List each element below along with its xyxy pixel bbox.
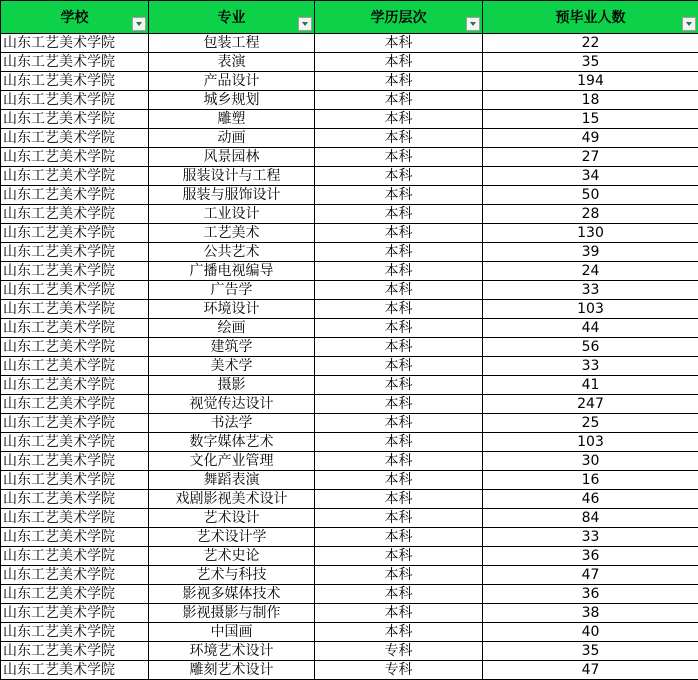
table-row [1,661,698,680]
table-row [1,91,698,110]
cell-major[interactable]: 美术学 [149,357,315,376]
cell-degree[interactable]: 本科 [315,528,483,547]
cell-graduates[interactable]: 22 [483,34,698,53]
cell-degree[interactable]: 本科 [315,509,483,528]
cell-major[interactable]: 建筑学 [149,338,315,357]
cell-graduates[interactable]: 41 [483,376,698,395]
cell-major[interactable]: 工艺美术 [149,224,315,243]
cell-major[interactable]: 表演 [149,53,315,72]
cell-major[interactable]: 包装工程 [149,34,315,53]
cell-graduates[interactable]: 49 [483,129,698,148]
table-body [1,34,698,680]
cell-school[interactable]: 山东工艺美术学院 [1,148,149,167]
cell-major[interactable]: 公共艺术 [149,243,315,262]
cell-major[interactable]: 绘画 [149,319,315,338]
table-row [1,509,698,528]
table-row [1,262,698,281]
cell-degree[interactable]: 本科 [315,623,483,642]
cell-degree[interactable]: 本科 [315,585,483,604]
cell-degree[interactable]: 本科 [315,262,483,281]
cell-school[interactable]: 山东工艺美术学院 [1,186,149,205]
cell-graduates[interactable]: 47 [483,566,698,585]
cell-degree[interactable]: 本科 [315,604,483,623]
cell-degree[interactable]: 本科 [315,357,483,376]
cell-graduates[interactable]: 36 [483,585,698,604]
table-row [1,623,698,642]
cell-degree[interactable]: 本科 [315,129,483,148]
filter-dropdown-icon[interactable] [466,17,480,31]
cell-school[interactable]: 山东工艺美术学院 [1,642,149,661]
cell-graduates[interactable]: 103 [483,300,698,319]
cell-school[interactable]: 山东工艺美术学院 [1,110,149,129]
cell-graduates[interactable]: 84 [483,509,698,528]
cell-graduates[interactable]: 18 [483,91,698,110]
cell-degree[interactable]: 本科 [315,452,483,471]
cell-school[interactable]: 山东工艺美术学院 [1,224,149,243]
cell-school[interactable]: 山东工艺美术学院 [1,414,149,433]
header-school [1,1,149,34]
cell-degree[interactable]: 本科 [315,319,483,338]
header-degree-label: 学历层次 [371,10,427,26]
cell-school[interactable]: 山东工艺美术学院 [1,243,149,262]
cell-graduates[interactable]: 33 [483,357,698,376]
cell-graduates[interactable]: 15 [483,110,698,129]
cell-degree[interactable]: 本科 [315,547,483,566]
cell-school[interactable]: 山东工艺美术学院 [1,490,149,509]
table-row [1,433,698,452]
cell-major[interactable]: 艺术设计学 [149,528,315,547]
cell-school[interactable]: 山东工艺美术学院 [1,661,149,680]
cell-graduates[interactable]: 27 [483,148,698,167]
table-row [1,243,698,262]
cell-major[interactable]: 雕刻艺术设计 [149,661,315,680]
cell-degree[interactable]: 本科 [315,91,483,110]
cell-degree[interactable]: 本科 [315,490,483,509]
cell-graduates[interactable]: 25 [483,414,698,433]
table-row [1,547,698,566]
header-degree [315,1,483,34]
header-row [1,1,698,34]
cell-graduates[interactable]: 33 [483,528,698,547]
table-row [1,129,698,148]
cell-graduates[interactable]: 47 [483,661,698,680]
cell-degree[interactable]: 专科 [315,642,483,661]
cell-major[interactable]: 工业设计 [149,205,315,224]
table-row [1,167,698,186]
cell-graduates[interactable]: 35 [483,53,698,72]
cell-degree[interactable]: 本科 [315,224,483,243]
cell-major[interactable]: 艺术史论 [149,547,315,566]
cell-degree[interactable]: 本科 [315,471,483,490]
filter-dropdown-icon[interactable] [132,17,146,31]
cell-major[interactable]: 动画 [149,129,315,148]
cell-major[interactable]: 服装设计与工程 [149,167,315,186]
cell-school[interactable]: 山东工艺美术学院 [1,433,149,452]
header-major-label: 专业 [218,10,246,26]
cell-major[interactable]: 产品设计 [149,72,315,91]
table-row [1,281,698,300]
table-row [1,34,698,53]
cell-degree[interactable]: 本科 [315,281,483,300]
table-row [1,72,698,91]
cell-degree[interactable]: 本科 [315,566,483,585]
cell-major[interactable]: 雕塑 [149,110,315,129]
cell-graduates[interactable]: 39 [483,243,698,262]
table-row [1,395,698,414]
table-row [1,300,698,319]
cell-degree[interactable]: 本科 [315,110,483,129]
header-major [149,1,315,34]
cell-degree[interactable]: 本科 [315,53,483,72]
cell-degree[interactable]: 本科 [315,300,483,319]
cell-graduates[interactable]: 50 [483,186,698,205]
table-row [1,376,698,395]
cell-school[interactable]: 山东工艺美术学院 [1,528,149,547]
table-row [1,528,698,547]
cell-graduates[interactable]: 34 [483,167,698,186]
cell-major[interactable]: 环境艺术设计 [149,642,315,661]
cell-school[interactable]: 山东工艺美术学院 [1,452,149,471]
cell-school[interactable]: 山东工艺美术学院 [1,72,149,91]
cell-graduates[interactable]: 38 [483,604,698,623]
cell-graduates[interactable]: 44 [483,319,698,338]
cell-graduates[interactable]: 103 [483,433,698,452]
table-row [1,642,698,661]
cell-degree[interactable]: 本科 [315,243,483,262]
cell-major[interactable]: 视觉传达设计 [149,395,315,414]
cell-graduates[interactable]: 194 [483,72,698,91]
cell-major[interactable]: 城乡规划 [149,91,315,110]
cell-major[interactable]: 数字媒体艺术 [149,433,315,452]
table-row [1,604,698,623]
cell-degree[interactable]: 本科 [315,167,483,186]
cell-degree[interactable]: 本科 [315,148,483,167]
table-row [1,338,698,357]
cell-degree[interactable]: 本科 [315,433,483,452]
cell-major[interactable]: 书法学 [149,414,315,433]
cell-school[interactable]: 山东工艺美术学院 [1,34,149,53]
cell-school[interactable]: 山东工艺美术学院 [1,338,149,357]
cell-school[interactable]: 山东工艺美术学院 [1,471,149,490]
header-graduates [483,1,698,34]
cell-major[interactable]: 广播电视编导 [149,262,315,281]
cell-degree[interactable]: 本科 [315,205,483,224]
cell-graduates[interactable]: 56 [483,338,698,357]
cell-degree[interactable]: 本科 [315,376,483,395]
cell-school[interactable]: 山东工艺美术学院 [1,357,149,376]
cell-major[interactable]: 广告学 [149,281,315,300]
cell-graduates[interactable]: 36 [483,547,698,566]
table-row [1,357,698,376]
cell-graduates[interactable]: 40 [483,623,698,642]
cell-school[interactable]: 山东工艺美术学院 [1,53,149,72]
cell-degree[interactable]: 本科 [315,34,483,53]
filter-dropdown-icon[interactable] [682,17,696,31]
cell-major[interactable]: 戏剧影视美术设计 [149,490,315,509]
table-row [1,585,698,604]
table-row [1,414,698,433]
cell-graduates[interactable]: 130 [483,224,698,243]
cell-school[interactable]: 山东工艺美术学院 [1,281,149,300]
cell-major[interactable]: 舞蹈表演 [149,471,315,490]
cell-major[interactable]: 影视多媒体技术 [149,585,315,604]
cell-graduates[interactable]: 33 [483,281,698,300]
table-row [1,110,698,129]
cell-school[interactable]: 山东工艺美术学院 [1,262,149,281]
table-row [1,319,698,338]
table-row [1,53,698,72]
cell-degree[interactable]: 专科 [315,661,483,680]
table-row [1,205,698,224]
table-row [1,186,698,205]
cell-major[interactable]: 艺术与科技 [149,566,315,585]
cell-school[interactable]: 山东工艺美术学院 [1,509,149,528]
cell-degree[interactable]: 本科 [315,72,483,91]
cell-graduates[interactable]: 46 [483,490,698,509]
table-row [1,490,698,509]
cell-school[interactable]: 山东工艺美术学院 [1,205,149,224]
table-row [1,148,698,167]
cell-major[interactable]: 环境设计 [149,300,315,319]
cell-graduates[interactable]: 24 [483,262,698,281]
cell-school[interactable]: 山东工艺美术学院 [1,395,149,414]
header-graduates-label: 预毕业人数 [556,10,626,26]
cell-school[interactable]: 山东工艺美术学院 [1,319,149,338]
cell-degree[interactable]: 本科 [315,338,483,357]
cell-degree[interactable]: 本科 [315,414,483,433]
cell-graduates[interactable]: 35 [483,642,698,661]
cell-major[interactable]: 影视摄影与制作 [149,604,315,623]
cell-graduates[interactable]: 28 [483,205,698,224]
cell-major[interactable]: 中国画 [149,623,315,642]
table-header [1,1,698,34]
cell-graduates[interactable]: 16 [483,471,698,490]
table-row [1,566,698,585]
cell-major[interactable]: 服装与服饰设计 [149,186,315,205]
table-row [1,471,698,490]
cell-school[interactable]: 山东工艺美术学院 [1,585,149,604]
header-school-label: 学校 [61,10,89,26]
cell-school[interactable]: 山东工艺美术学院 [1,547,149,566]
cell-school[interactable]: 山东工艺美术学院 [1,300,149,319]
cell-major[interactable]: 风景园林 [149,148,315,167]
cell-degree[interactable]: 本科 [315,395,483,414]
cell-school[interactable]: 山东工艺美术学院 [1,167,149,186]
cell-major[interactable]: 文化产业管理 [149,452,315,471]
table-row [1,224,698,243]
cell-school[interactable]: 山东工艺美术学院 [1,566,149,585]
cell-school[interactable]: 山东工艺美术学院 [1,376,149,395]
cell-graduates[interactable]: 247 [483,395,698,414]
cell-major[interactable]: 艺术设计 [149,509,315,528]
cell-school[interactable]: 山东工艺美术学院 [1,129,149,148]
table-row [1,452,698,471]
cell-school[interactable]: 山东工艺美术学院 [1,604,149,623]
cell-major[interactable]: 摄影 [149,376,315,395]
cell-degree[interactable]: 本科 [315,186,483,205]
cell-school[interactable]: 山东工艺美术学院 [1,91,149,110]
filter-dropdown-icon[interactable] [298,17,312,31]
cell-school[interactable]: 山东工艺美术学院 [1,623,149,642]
cell-graduates[interactable]: 30 [483,452,698,471]
